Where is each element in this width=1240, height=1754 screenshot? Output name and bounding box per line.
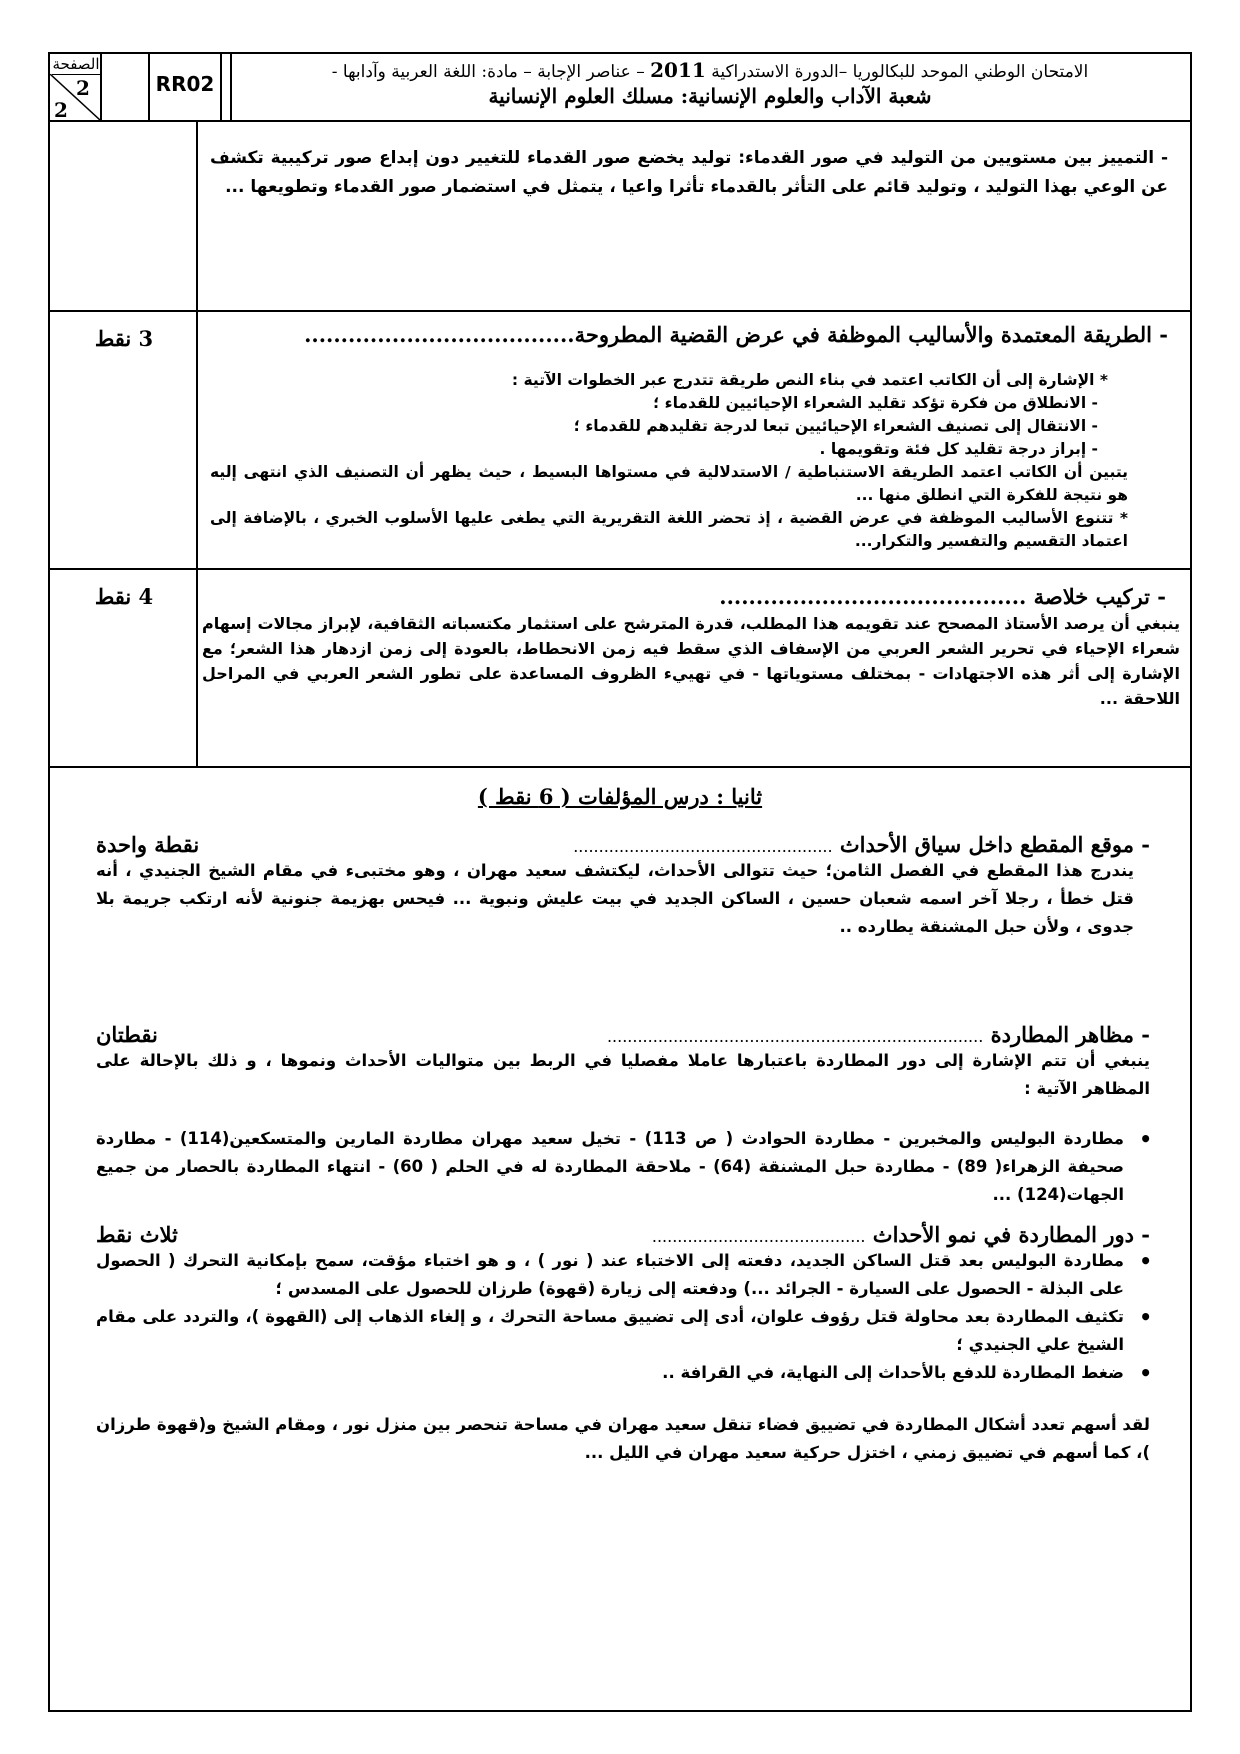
part1-text: يندرج هذا المقطع في الفصل الثامن؛ حيث تتوالى الأحداث، ليكتشف سعيد مهران ، وهو مختبىء في مقام الشيخ الجنيدي ، أنه قتل خطأ ، رجلا آخر اسمه شعبان حسين ، الساكن الجديد في بيت عليش ونبوية ... فيحس بهزيمة جنونية لأنه ارتكب جريمة بلا جدوى ، ولأن حبل المشنقة يطارده .. — [96, 861, 1134, 936]
page-number: 2 — [76, 76, 90, 100]
part2-text: ينبغي أن تتم الإشارة إلى دور المطاردة باعتبارها عاملا مفصليا في الربط بين متواليات الأحداث ونموها ، و ذلك بالإحالة على المظاهر الآتية : — [96, 1051, 1150, 1098]
list-item: • ضغط المطاردة للدفع بالأحداث إلى النهاية، في القرافة .. — [96, 1359, 1124, 1387]
row2-points: 3 نقط — [94, 326, 154, 351]
row2-line-2: - الانتقال إلى تصنيف الشعراء الإحيائيين تبعا لدرجة تقليدهم للقدماء ؛ — [573, 417, 1098, 435]
part1-points: نقطة واحدة — [96, 832, 200, 857]
points-cell — [50, 570, 198, 766]
list-item: • مطاردة البوليس بعد قتل الساكن الجديد، دفعته إلى الاختباء عند ( نور ) ، و هو اختباء مؤقت، سمح بإمكانية التحرك ( الحصول على البذلة - الحصول على السيارة - الجرائد ...) ودفعته إلى زيارة (قهوة) طرزان للحصول على المسدس ؛ — [96, 1247, 1124, 1303]
part3-points: ثلاث نقط — [96, 1222, 178, 1247]
part-aspects — [96, 1022, 1150, 1209]
part-context — [96, 832, 1150, 941]
part3-list — [96, 1247, 1150, 1387]
list-item: • تكثيف المطاردة بعد محاولة قتل رؤوف علوان، أدى إلى تضييق مساحة التحرك ، و إلغاء الذهاب إلى (القهوة )، والتردد على مقام الشيخ علي الجنيدي ؛ — [96, 1303, 1124, 1359]
part-role — [96, 1222, 1150, 1467]
row3-points: 4 نقط — [94, 584, 154, 609]
part2-heading — [96, 1022, 1150, 1047]
table-row-synthesis — [50, 570, 1190, 768]
page-total: 2 — [54, 98, 68, 122]
header-title — [240, 58, 1180, 108]
row2-line-3: - إبراز درجة تقليد كل فئة وتقويمها . — [819, 440, 1098, 458]
page-label: الصفحة — [52, 55, 100, 73]
header-divider — [226, 54, 232, 120]
exam-page — [48, 52, 1192, 1712]
part2-points: نقطتان — [96, 1022, 158, 1047]
row2-line-5: * تتنوع الأساليب الموظفة في عرض القضية ، إذ تحضر اللغة التقريرية التي يطغى عليها الأسلوب الخبري ، بالإضافة إلى اعتماد التقسيم والتفسير والتكرار... — [210, 509, 1128, 550]
page-header — [50, 54, 1190, 122]
table-row-continuation — [50, 122, 1190, 312]
part3-heading — [96, 1222, 1150, 1247]
part2-list — [96, 1125, 1150, 1209]
list-item: • مطاردة البوليس والمخبرين - مطاردة الحوادث ( ص 113) - تخيل سعيد مهران مطاردة المارين والمتسكعين(114) - مطاردة صحيفة الزهراء( 89) - مطاردة حبل المشنقة (64) - ملاحقة المطاردة له في الحلم ( 60) - انتهاء المطاردة بالحصار من جميع الجهات(124) ... — [96, 1125, 1124, 1209]
header-line-2: شعبة الآداب والعلوم الإنسانية: مسلك العلوم الإنسانية — [488, 84, 932, 108]
header-year: 2011 — [650, 58, 706, 82]
section-two-title: ثانيا : درس المؤلفات ( 6 نقط ) — [477, 784, 763, 809]
part3-conclusion: لقد أسهم تعدد أشكال المطاردة في تضييق فضاء تنقل سعيد مهران في مساحة تنحصر بين منزل نور ، ومقام الشيخ و(قهوة طرزان )، كما أسهم في تضييق زمني ، اختزل حركية سعيد مهران في الليل ... — [96, 1415, 1150, 1462]
part1-heading — [96, 832, 1150, 857]
points-cell — [50, 312, 198, 568]
exam-code: RR02 — [148, 54, 222, 120]
page-number-box — [50, 54, 102, 120]
row2-line-0: * الإشارة إلى أن الكاتب اعتمد في بناء النص طريقة تتدرج عبر الخطوات الآتية : — [511, 371, 1108, 389]
row3-title: - تركيب خلاصة .......................................... — [719, 584, 1166, 609]
row2-title: - الطريقة المعتمدة والأساليب الموظفة في عرض القضية المطروحة..................................... — [304, 322, 1168, 347]
row2-content — [210, 320, 1168, 553]
row3-content — [202, 582, 1180, 711]
header-exam-label: الامتحان الوطني الموحد للبكالوريا –الدورة الاستدراكية — [711, 62, 1089, 82]
points-cell — [50, 122, 198, 310]
part2-label: - مظاهر المطاردة .......................................................................... — [606, 1022, 1150, 1047]
part3-label: - دور المطاردة في نمو الأحداث .......................................... — [651, 1222, 1150, 1247]
row1-text: - التمييز بين مستويين من التوليد في صور القدماء: توليد يخضع صور القدماء للتغيير دون إبداع صور تركيبية تكشف عن الوعي بهذا التوليد ، وتوليد قائم على التأثر بالقدماء تأثرا واعيا ، يتمثل في استضمار صور القدماء وتطويعها ... — [210, 148, 1168, 197]
row3-text: ينبغي أن يرصد الأستاذ المصحح عند تقويمه هذا المطلب، قدرة المترشح على استثمار مكتسباته الثقافية، لإبراز مجالات إسهام شعراء الإحياء في تحرير الشعر العربي من الإسفاف الذي سقط فيه زمن الانحطاط، بالعودة إلى زمن ازدهار هذا الشعر؛ مع الإشارة إلى أثر هذه الاجتهادات - بمختلف مستوياتها - في تهييء الظروف المساعدة على تطور الشعر العربي في المراحل اللاحقة ... — [202, 614, 1180, 708]
header-line-1 — [240, 58, 1180, 82]
part1-label: - موقع المقطع داخل سياق الأحداث ................................................... — [573, 832, 1150, 857]
table-row-method — [50, 312, 1190, 570]
row2-line-4: يتبين أن الكاتب اعتمد الطريقة الاستنباطية / الاستدلالية في مستواها البسيط ، حيث يظهر أن التصنيف الذي انتهى إليه هو نتيجة للفكرة التي انطلق منها ... — [210, 463, 1128, 504]
row2-line-1: - الانطلاق من فكرة تؤكد تقليد الشعراء الإحيائيين للقدماء ؛ — [653, 394, 1098, 412]
header-subject: – عناصر الإجابة – مادة: اللغة العربية وآدابها - — [331, 62, 645, 82]
